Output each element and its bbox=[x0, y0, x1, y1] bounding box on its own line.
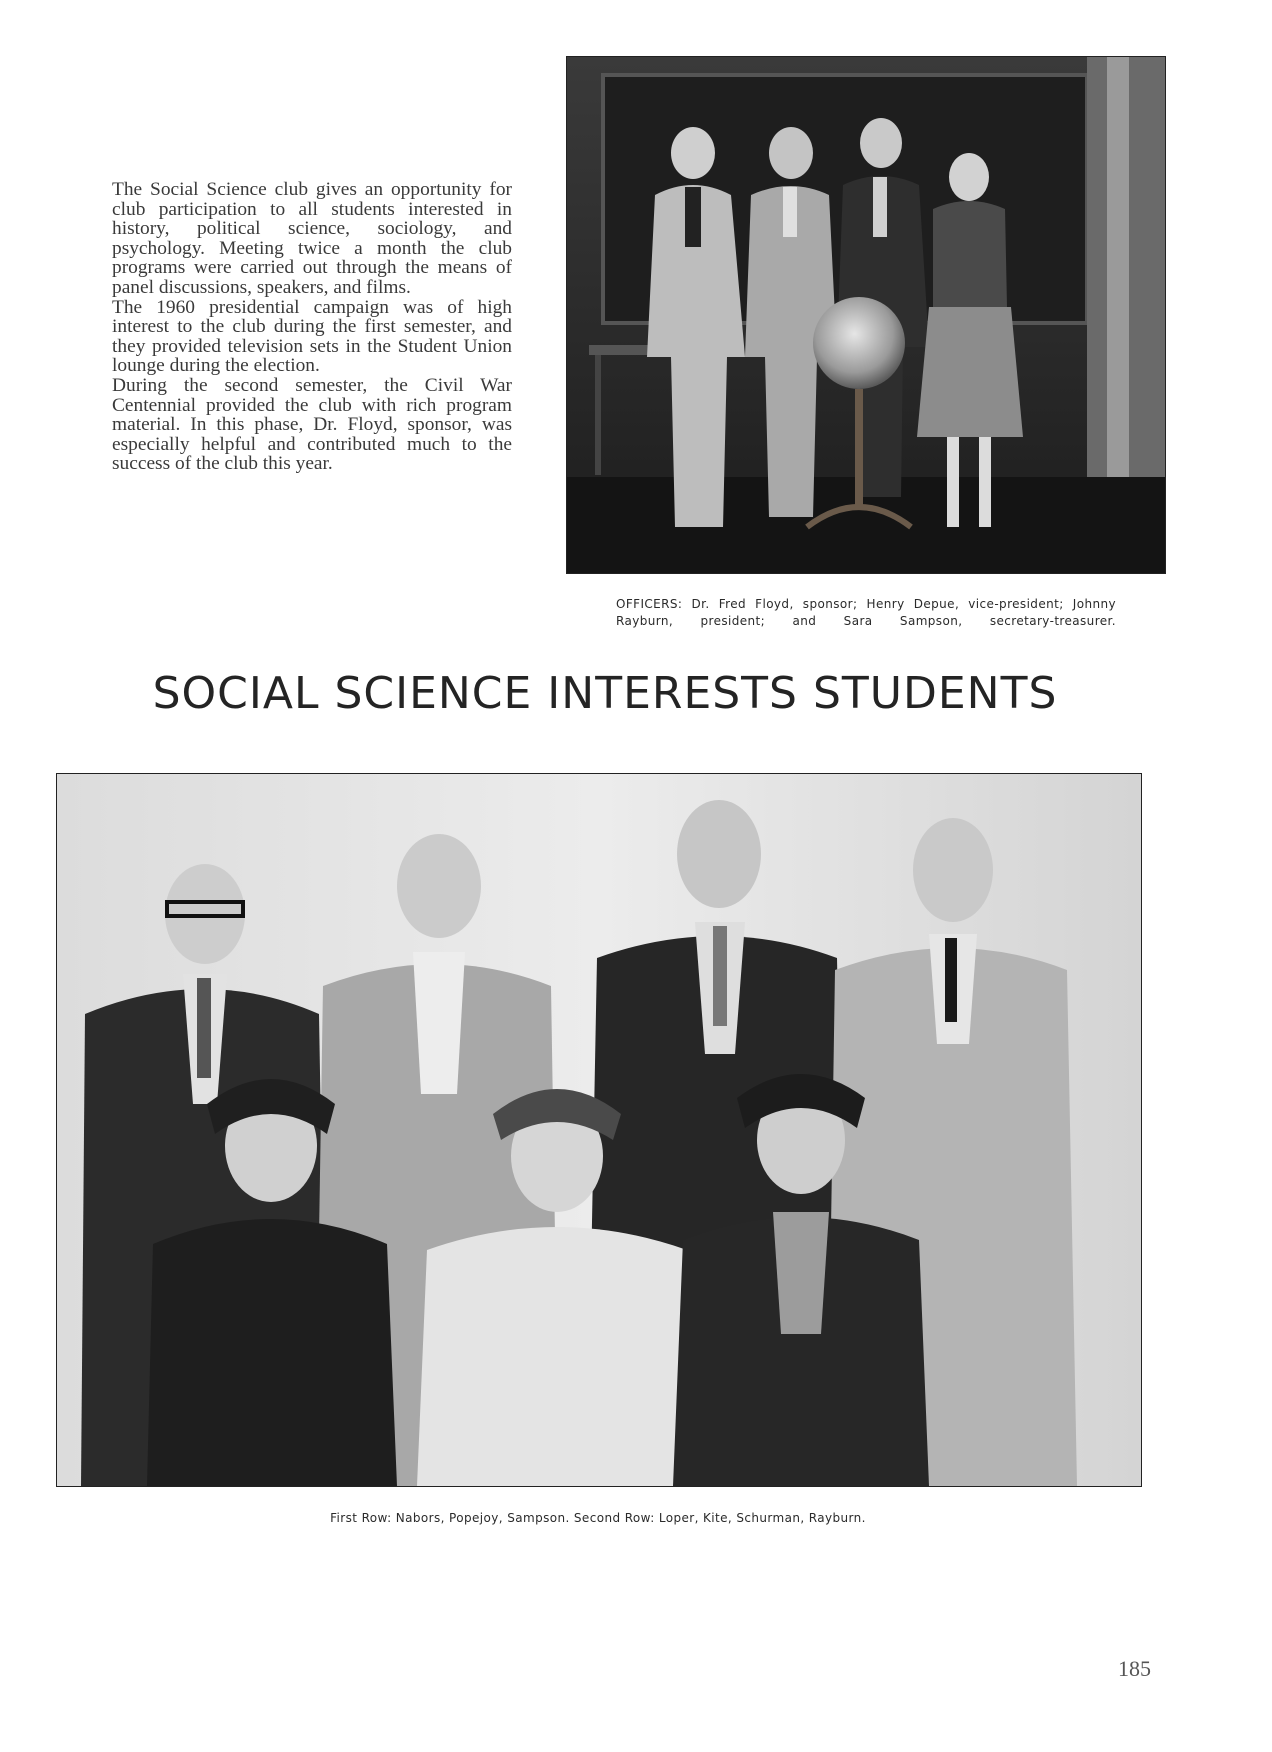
officers-photo-image bbox=[567, 57, 1165, 573]
group-caption: First Row: Nabors, Popejoy, Sampson. Second Row: Loper, Kite, Schurman, Rayburn. bbox=[330, 1511, 866, 1525]
page-title: SOCIAL SCIENCE INTERESTS STUDENTS bbox=[152, 668, 1058, 719]
intro-text bbox=[112, 180, 512, 474]
officers-photo bbox=[566, 56, 1166, 574]
officers-caption: OFFICERS: Dr. Fred Floyd, sponsor; Henry Depue, vice-president; Johnny Rayburn, president; and Sara Sampson, secretary-treasurer. bbox=[616, 597, 1116, 628]
group-photo bbox=[56, 773, 1142, 1487]
intro-paragraph-3: During the second semester, the Civil War Centennial provided the club with rich program material. In this phase, Dr. Floyd, sponsor, was especially helpful and contributed much to the success of the club this year. bbox=[112, 374, 512, 475]
group-photo-image bbox=[57, 774, 1141, 1486]
intro-paragraph-1: The Social Science club gives an opportunity for club participation to all students interested in history, political science, sociology, and psychology. Meeting twice a month the club programs were carried out through the means of panel discussions, speakers, and films. bbox=[112, 179, 512, 298]
intro-paragraph-2: The 1960 presidential campaign was of high interest to the club during the first semester, and they provided television sets in the Student Union lounge during the election. bbox=[112, 296, 512, 377]
page-number: 185 bbox=[1118, 1656, 1151, 1681]
